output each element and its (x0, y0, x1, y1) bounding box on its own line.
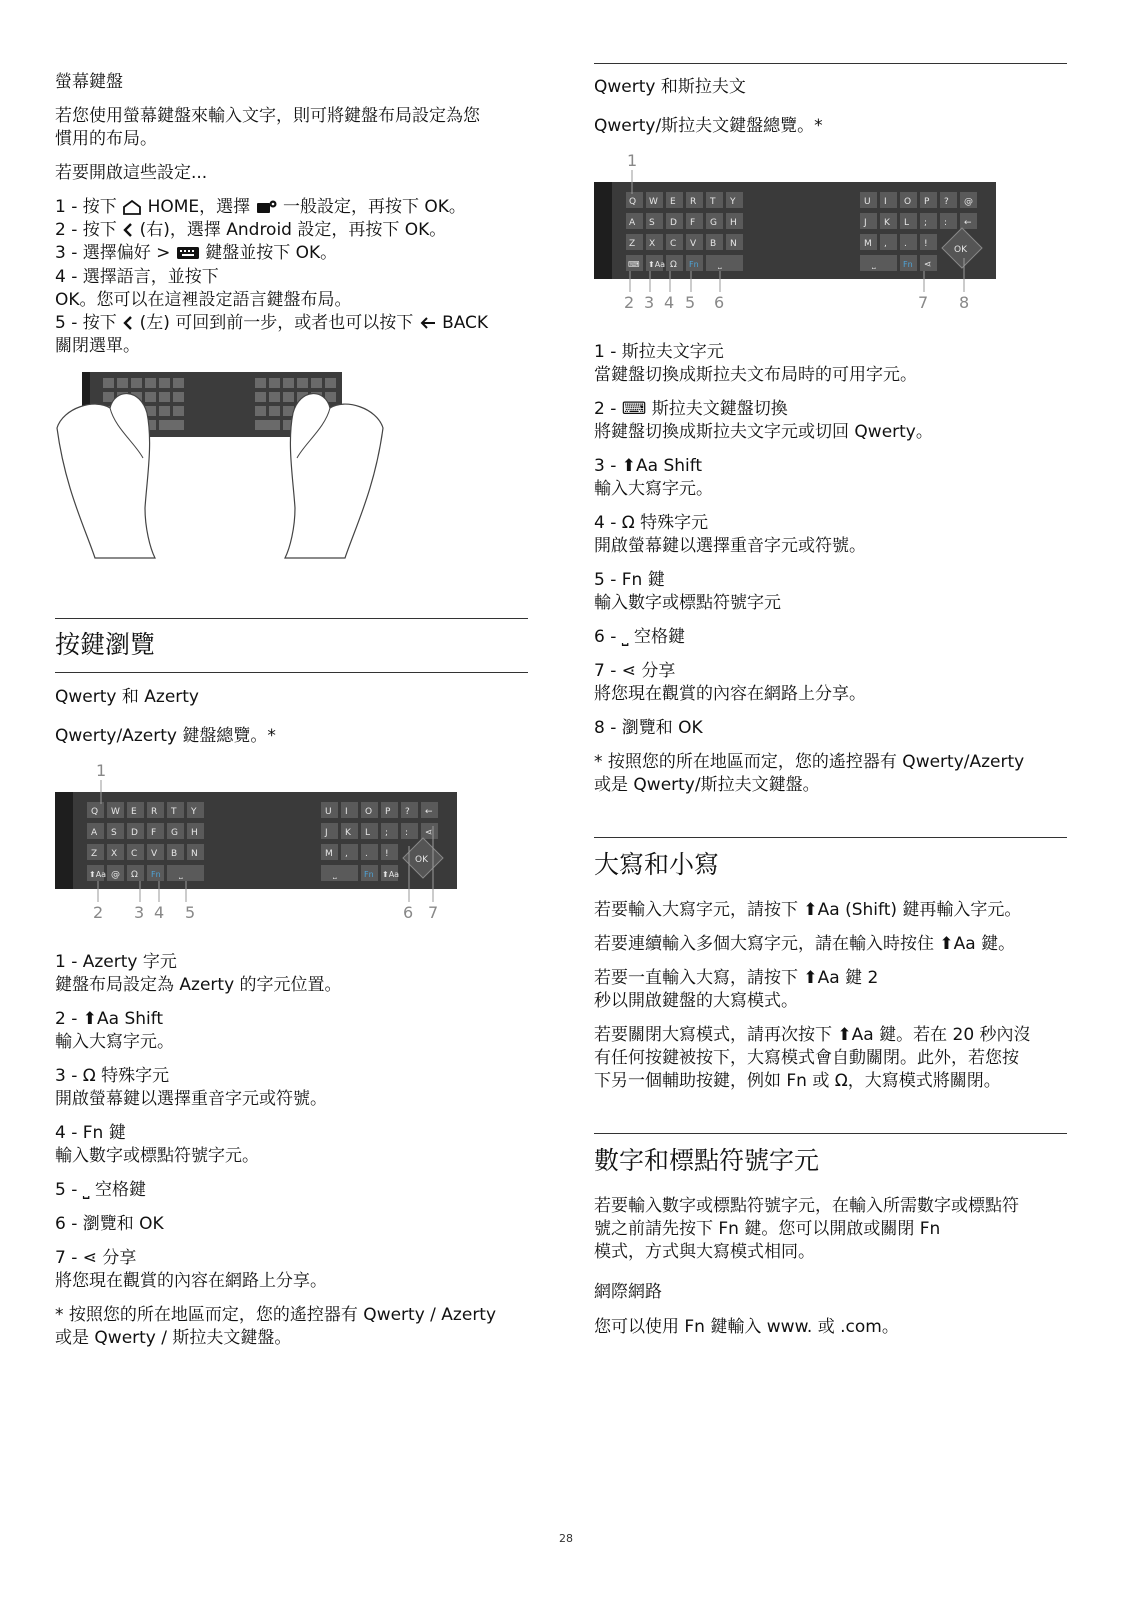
qa-item-7-title: 7 - ⋖ 分享 (55, 1248, 137, 1268)
svg-text:⎵: ⎵ (179, 870, 183, 880)
kb-title: 螢幕鍵盤 (55, 72, 123, 92)
svg-text:⎵: ⎵ (872, 260, 876, 270)
qa-note-line1: * 按照您的所在地區而定，您的遙控器有 Qwerty / Azerty (55, 1305, 497, 1325)
qc-item-8-title: 8 - 瀏覽和 OK (594, 718, 703, 738)
svg-text:R: R (151, 807, 158, 817)
divider-caps (594, 837, 1067, 838)
step-5-back: BACK (442, 313, 489, 333)
qc-callout-8: 8 (959, 293, 970, 312)
svg-text:@: @ (111, 870, 120, 880)
web-para: 您可以使用 Fn 鍵輸入 www. 或 .com。 (594, 1317, 899, 1337)
step-5 (55, 311, 488, 335)
svg-text:.: . (904, 239, 907, 249)
qc-item-6-title: 6 - ⎵ 空格鍵 (594, 627, 685, 647)
page-number: 28 (559, 1532, 573, 1545)
qc-title: Qwerty 和斯拉夫文 (594, 77, 746, 97)
svg-text:C: C (670, 239, 677, 249)
qc-note-line2: 或是 Qwerty/斯拉夫文鍵盤。 (594, 775, 820, 795)
svg-text:P: P (924, 197, 930, 207)
qc-item-7-desc: 將您現在觀賞的內容在網路上分享。 (594, 684, 866, 704)
svg-text:T: T (171, 807, 177, 817)
qc-item-4-title: 4 - Ω 特殊字元 (594, 513, 709, 533)
divider-browse-top (55, 618, 528, 619)
svg-text:E: E (670, 197, 676, 207)
remote-hands-illustration (55, 368, 385, 560)
svg-text:I: I (345, 807, 348, 817)
qa-callout-7: 7 (428, 903, 439, 922)
svg-text:T: T (710, 197, 716, 207)
svg-text:V: V (151, 849, 158, 859)
svg-text:Z: Z (629, 239, 636, 249)
qc-callout-1: 1 (627, 151, 638, 170)
step-3 (55, 241, 337, 265)
svg-text:K: K (345, 828, 351, 838)
svg-text:⬆Aa: ⬆Aa (382, 870, 400, 879)
step-1-label: 1 - 按下 (55, 197, 117, 217)
qa-item-2-title: 2 - ⬆Aa Shift (55, 1009, 164, 1029)
numbers-para-line2: 號之前請先按下 Fn 鍵。您可以開啟或關閉 Fn (594, 1219, 941, 1239)
svg-text:Fn: Fn (364, 870, 374, 879)
caps-para-3-line1: 若要一直輸入大寫，請按下 ⬆Aa 鍵 2 (594, 968, 879, 988)
svg-text:J: J (864, 218, 867, 228)
svg-text:Q: Q (629, 197, 637, 207)
svg-text:N: N (730, 239, 737, 249)
svg-text:;: ; (385, 828, 389, 838)
kb-intro-line2: 慣用的布局。 (55, 129, 157, 149)
svg-text:C: C (131, 849, 138, 859)
svg-text:D: D (670, 218, 677, 228)
svg-text:G: G (171, 828, 178, 838)
qa-overview: Qwerty/Azerty 鍵盤總覽。* (55, 726, 276, 746)
svg-text:@: @ (964, 197, 973, 207)
svg-text:W: W (649, 197, 658, 207)
qc-note-line1: * 按照您的所在地區而定，您的遙控器有 Qwerty/Azerty (594, 752, 1025, 772)
svg-text:?: ? (944, 197, 949, 207)
home-icon (122, 199, 142, 215)
settings-icon (256, 199, 278, 215)
svg-text:.: . (365, 849, 368, 859)
qa-callout-5: 5 (185, 903, 196, 922)
svg-text:Ω: Ω (670, 260, 677, 270)
step-2-text: (右)，選擇 Android 設定，再按下 OK。 (139, 220, 447, 240)
qa-callout-6: 6 (403, 903, 414, 922)
step-4-line1: 4 - 選擇語言，並按下 (55, 267, 219, 287)
svg-text::: : (405, 828, 409, 838)
qc-item-5-desc: 輸入數字或標點符號字元 (594, 593, 781, 613)
svg-text:F: F (690, 218, 696, 228)
qwerty-azerty-keyboard-diagram (55, 756, 465, 928)
qa-item-7-desc: 將您現在觀賞的內容在網路上分享。 (55, 1271, 327, 1291)
numbers-para-line1: 若要輸入數字或標點符號字元，在輸入所需數字或標點符 (594, 1196, 1019, 1216)
step-2-label: 2 - 按下 (55, 220, 117, 240)
caps-para-3-line2: 秒以開啟鍵盤的大寫模式。 (594, 991, 798, 1011)
svg-text:⋖: ⋖ (924, 260, 932, 270)
svg-text:L: L (904, 218, 910, 228)
svg-text:⎵: ⎵ (718, 260, 722, 270)
svg-text:X: X (111, 849, 118, 859)
kb-intro-line1: 若您使用螢幕鍵盤來輸入文字，則可將鍵盤布局設定為您 (55, 106, 480, 126)
divider-right-top (594, 63, 1067, 64)
svg-text:P: P (385, 807, 391, 817)
qa-item-5-title: 5 - ⎵ 空格鍵 (55, 1180, 146, 1200)
divider-browse-bottom (55, 672, 528, 673)
caps-para-4-line3: 下另一個輔助按鍵，例如 Fn 或 Ω，大寫模式將關閉。 (594, 1071, 1001, 1091)
svg-text:Y: Y (730, 197, 736, 207)
svg-text:K: K (884, 218, 890, 228)
caps-para-4-line1: 若要關閉大寫模式，請再次按下 ⬆Aa 鍵。若在 20 秒內沒 (594, 1025, 1031, 1045)
svg-text:OK: OK (415, 855, 428, 865)
svg-text:OK: OK (954, 245, 967, 255)
svg-text:Y: Y (191, 807, 197, 817)
step-3-label: 3 - 選擇偏好 > (55, 243, 171, 263)
caps-para-1: 若要輸入大寫字元，請按下 ⬆Aa (Shift) 鍵再輸入字元。 (594, 900, 1022, 920)
qa-item-6-title: 6 - 瀏覽和 OK (55, 1214, 164, 1234)
svg-text:H: H (730, 218, 737, 228)
qc-callout-3: 3 (644, 293, 655, 312)
qa-callout-2: 2 (93, 903, 104, 922)
svg-text:W: W (111, 807, 120, 817)
step-1 (55, 195, 466, 219)
svg-text:M: M (864, 239, 872, 249)
qc-item-1-title: 1 - 斯拉夫文字元 (594, 342, 724, 362)
step-5-line2: 關閉選單。 (55, 336, 140, 356)
svg-text:Fn: Fn (689, 260, 699, 269)
svg-text:O: O (904, 197, 912, 207)
svg-text:A: A (91, 828, 98, 838)
svg-text:⬆Aa: ⬆Aa (648, 260, 666, 269)
keyboard-icon (176, 245, 200, 261)
qa-item-1-title: 1 - Azerty 字元 (55, 952, 177, 972)
qc-item-1-desc: 當鍵盤切換成斯拉夫文布局時的可用字元。 (594, 365, 917, 385)
svg-text:⎵: ⎵ (333, 870, 337, 880)
svg-text:I: I (884, 197, 887, 207)
qa-callout-4: 4 (154, 903, 165, 922)
qc-item-3-title: 3 - ⬆Aa Shift (594, 456, 703, 476)
svg-text:Z: Z (91, 849, 98, 859)
qa-callout-3: 3 (134, 903, 145, 922)
qc-callout-7: 7 (918, 293, 929, 312)
svg-text:;: ; (924, 218, 928, 228)
caps-para-4-line2: 有任何按鍵被按下，大寫模式會自動關閉。此外，若您按 (594, 1048, 1019, 1068)
qa-callout-1: 1 (96, 761, 107, 780)
browse-heading: 按鍵瀏覽 (55, 630, 156, 659)
svg-text:J: J (325, 828, 328, 838)
numbers-heading: 數字和標點符號字元 (594, 1146, 820, 1175)
qa-title: Qwerty 和 Azerty (55, 687, 199, 707)
svg-text:A: A (629, 218, 636, 228)
qc-callout-6: 6 (714, 293, 725, 312)
svg-text:Q: Q (91, 807, 99, 817)
web-title: 網際網路 (594, 1282, 662, 1302)
qc-overview: Qwerty/斯拉夫文鍵盤總覽。* (594, 116, 823, 136)
qc-item-2-title: 2 - ⌨ 斯拉夫文鍵盤切換 (594, 399, 788, 419)
chevron-right-icon (122, 222, 134, 238)
svg-text:E: E (131, 807, 137, 817)
caps-para-2: 若要連續輸入多個大寫字元，請在輸入時按住 ⬆Aa 鍵。 (594, 934, 1016, 954)
svg-text:←: ← (964, 218, 972, 228)
svg-text:R: R (690, 197, 697, 207)
svg-text:Fn: Fn (903, 260, 913, 269)
step-2 (55, 218, 446, 242)
svg-text:⬆Aa: ⬆Aa (89, 870, 107, 879)
qa-item-4-desc: 輸入數字或標點符號字元。 (55, 1146, 259, 1166)
qa-item-3-desc: 開啟螢幕鍵以選擇重音字元或符號。 (55, 1089, 327, 1109)
qc-item-2-desc: 將鍵盤切換成斯拉夫文字元或切回 Qwerty。 (594, 422, 933, 442)
svg-text:,: , (884, 239, 887, 249)
svg-text:Ω: Ω (131, 870, 138, 880)
step-4-line2: OK。您可以在這裡設定語言鍵盤布局。 (55, 290, 352, 310)
svg-text:!: ! (385, 849, 389, 859)
svg-text:H: H (191, 828, 198, 838)
step-5-text: (左) 可回到前一步，或者也可以按下 (139, 313, 414, 333)
svg-text:F: F (151, 828, 157, 838)
svg-text:⌨: ⌨ (628, 260, 640, 269)
qc-item-5-title: 5 - Fn 鍵 (594, 570, 665, 590)
svg-text:O: O (365, 807, 373, 817)
qc-item-3-desc: 輸入大寫字元。 (594, 479, 713, 499)
step-3-text: 鍵盤並按下 OK。 (205, 243, 338, 263)
qa-note-line2: 或是 Qwerty / 斯拉夫文鍵盤。 (55, 1328, 292, 1348)
step-1-general: 一般設定，再按下 OK。 (282, 197, 466, 217)
qwerty-cyrillic-keyboard-diagram (594, 146, 1004, 318)
qa-item-1-desc: 鍵盤布局設定為 Azerty 的字元位置。 (55, 975, 342, 995)
qa-item-3-title: 3 - Ω 特殊字元 (55, 1066, 170, 1086)
svg-text:V: V (690, 239, 697, 249)
caps-heading: 大寫和小寫 (594, 850, 720, 879)
qc-callout-5: 5 (685, 293, 696, 312)
svg-text:G: G (710, 218, 717, 228)
svg-text::: : (944, 218, 948, 228)
qa-item-4-title: 4 - Fn 鍵 (55, 1123, 126, 1143)
svg-text:S: S (111, 828, 117, 838)
step-5-label: 5 - 按下 (55, 313, 117, 333)
svg-text:B: B (710, 239, 717, 249)
qc-callout-2: 2 (624, 293, 635, 312)
open-settings: 若要開啟這些設定... (55, 163, 208, 183)
svg-text:⋖: ⋖ (425, 828, 433, 838)
svg-text:←: ← (425, 807, 433, 817)
svg-text:!: ! (924, 239, 928, 249)
svg-text:N: N (191, 849, 198, 859)
svg-text:L: L (365, 828, 371, 838)
svg-text:,: , (345, 849, 348, 859)
svg-text:?: ? (405, 807, 410, 817)
divider-numbers (594, 1133, 1067, 1134)
qa-item-2-desc: 輸入大寫字元。 (55, 1032, 174, 1052)
svg-text:B: B (171, 849, 178, 859)
back-arrow-icon (419, 315, 437, 331)
svg-text:M: M (325, 849, 333, 859)
qc-item-4-desc: 開啟螢幕鍵以選擇重音字元或符號。 (594, 536, 866, 556)
svg-text:S: S (649, 218, 655, 228)
svg-text:D: D (131, 828, 138, 838)
qc-callout-4: 4 (664, 293, 675, 312)
svg-text:U: U (325, 807, 332, 817)
chevron-left-icon (122, 315, 134, 331)
svg-text:U: U (864, 197, 871, 207)
svg-text:X: X (649, 239, 656, 249)
qc-item-7-title: 7 - ⋖ 分享 (594, 661, 676, 681)
svg-text:Fn: Fn (151, 870, 161, 879)
step-1-home: HOME，選擇 (147, 197, 251, 217)
numbers-para-line3: 模式，方式與大寫模式相同。 (594, 1242, 815, 1262)
